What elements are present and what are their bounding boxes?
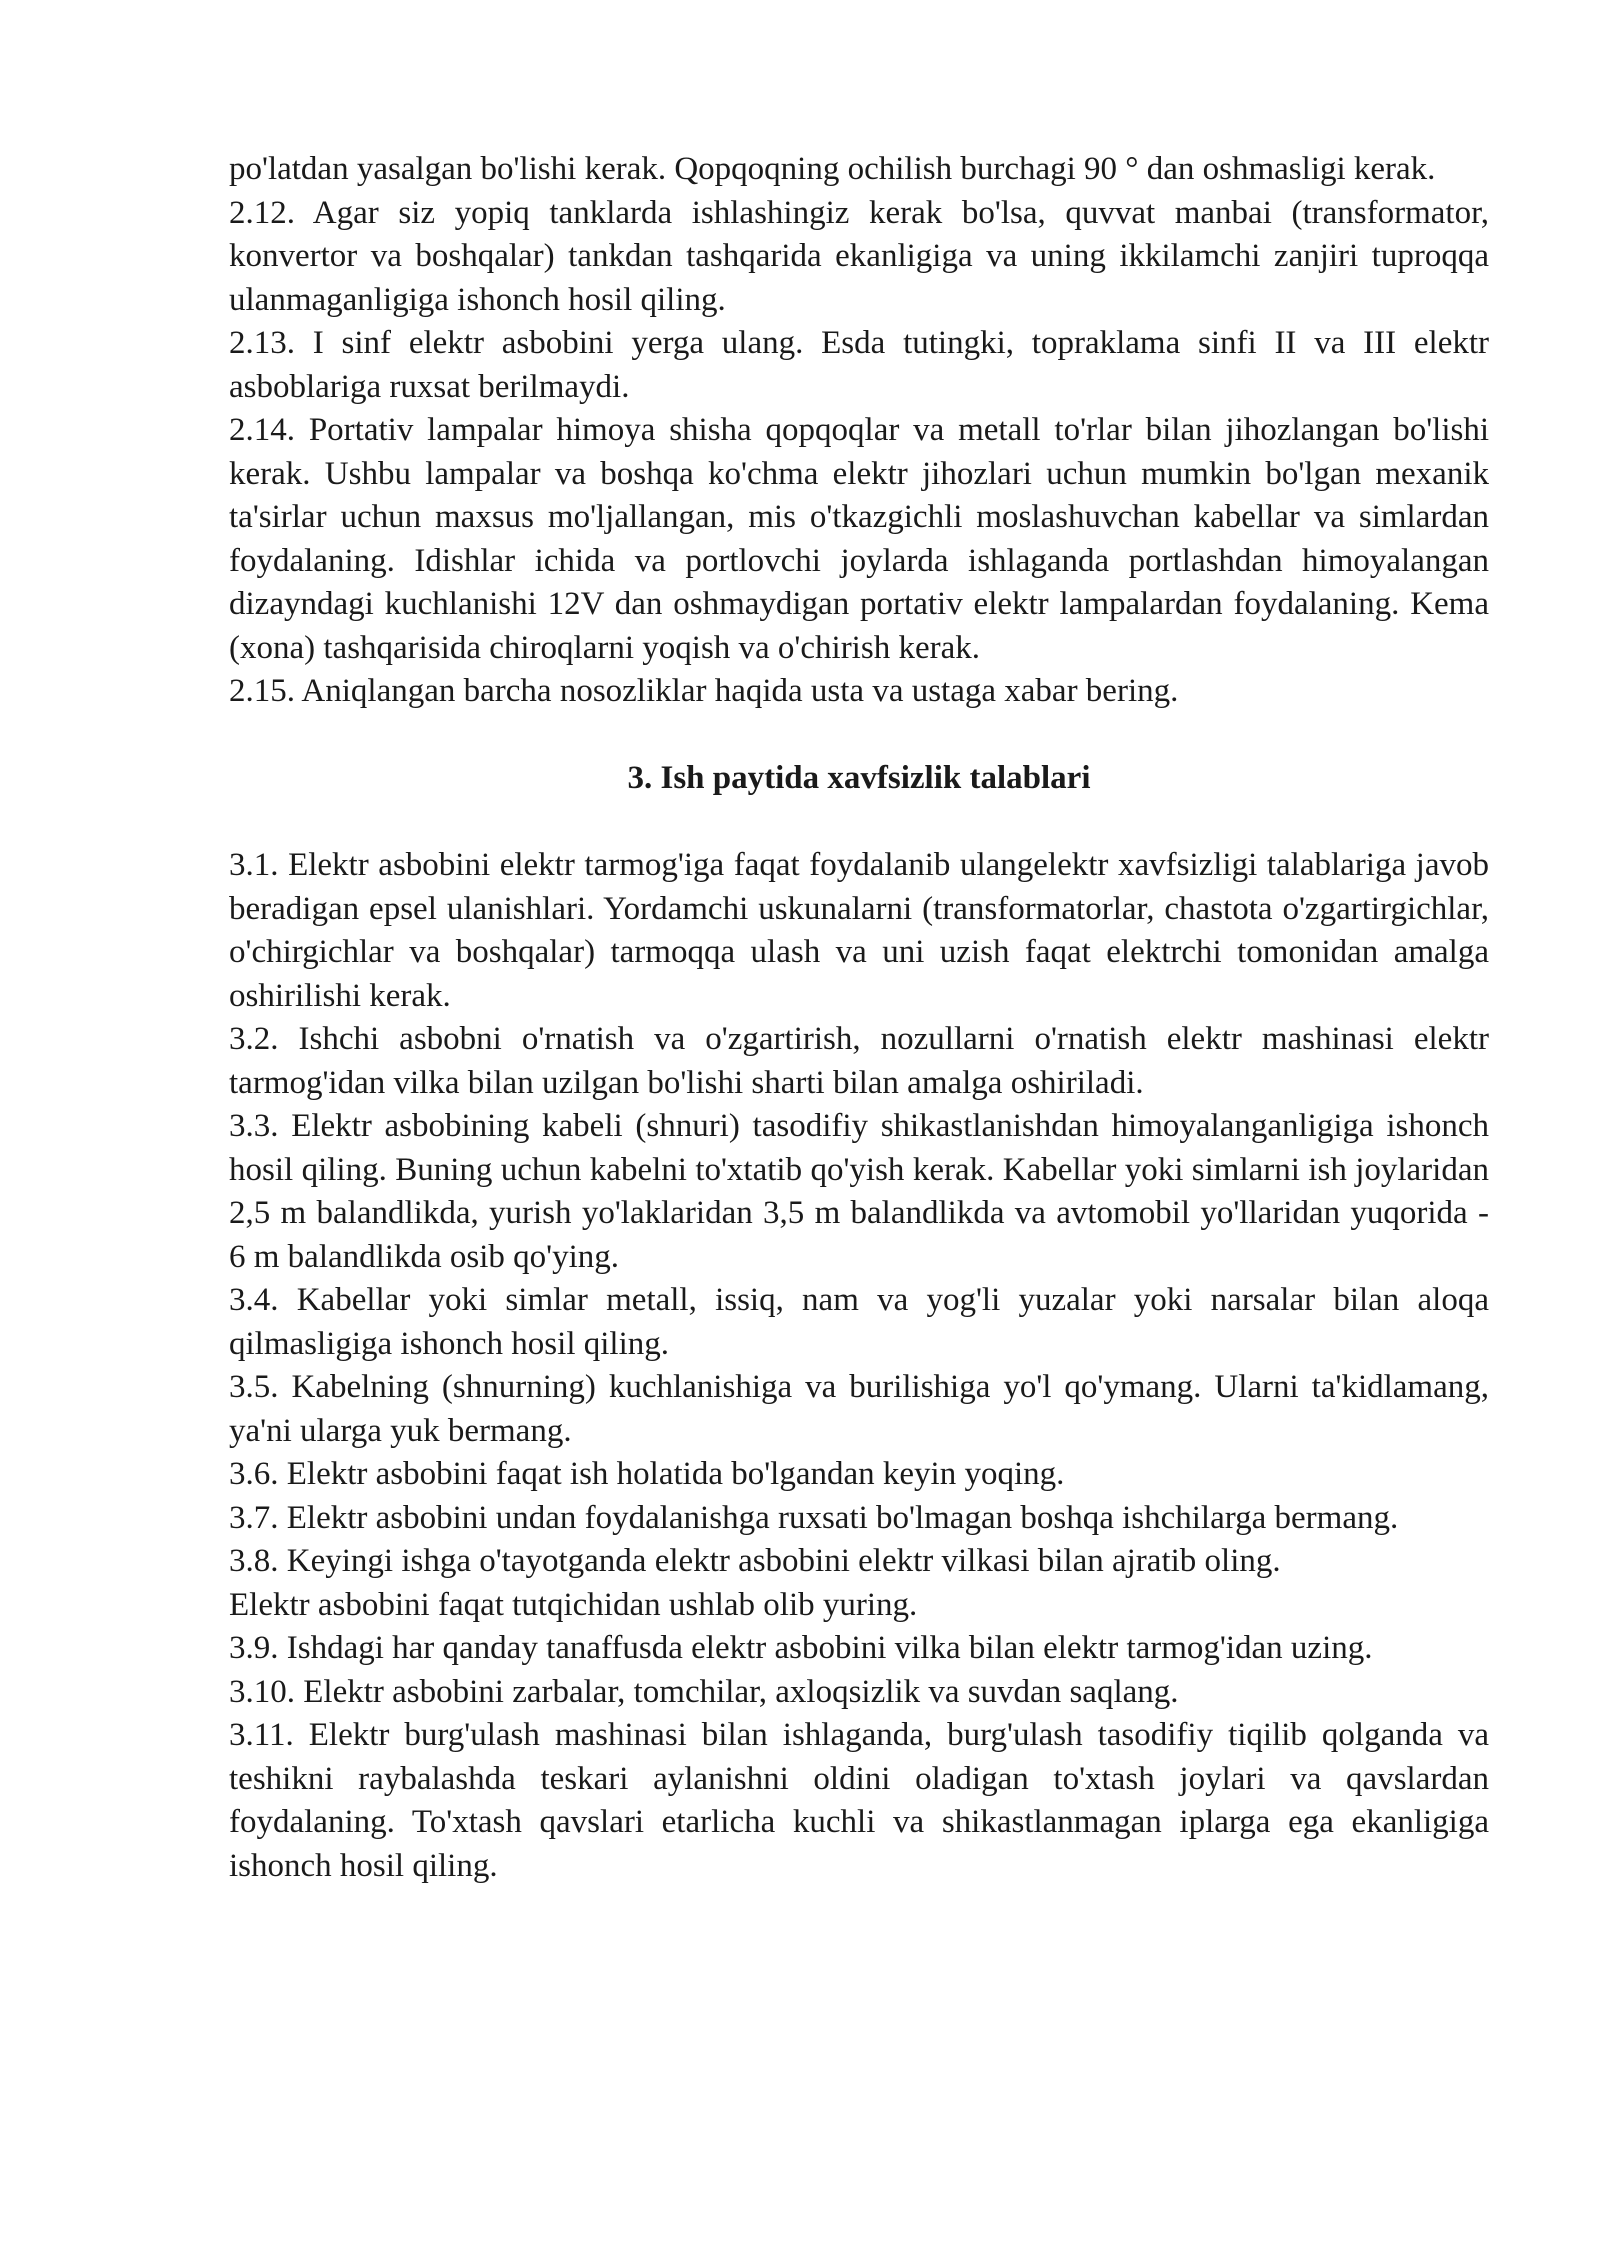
paragraph-3-4: 3.4. Kabellar yoki simlar metall, issiq, nam va yog'li yuzalar yoki narsalar bilan aloqa qilmasligiga ishonch hosil qiling.	[229, 1282, 1489, 1362]
paragraph-3-11: 3.11. Elektr burg'ulash mashinasi bilan ishlaganda, burg'ulash tasodifiy tiqilib qolganda va teshikni raybalashda teskari aylanishni oldini oladigan to'xtash joylari va qavslardan foydalaning. To'xtash qavslari etarlicha kuchli va shikastlanmagan iplarga ega ekanligiga ishonch hosil qiling.	[229, 1717, 1489, 1884]
section-3-heading: 3. Ish paytida xavfsizlik talablari	[627, 760, 1091, 796]
paragraph-3-3: 3.3. Elektr asbobining kabeli (shnuri) tasodifiy shikastlanishdan himoyalanganligiga ishonch hosil qiling. Buning uchun kabelni to'xtatib qo'yish kerak. Kabellar yoki simlarni ish joylaridan 2,5 m balandlikda, yurish yo'laklaridan 3,5 m balandlikda va avtomobil yo'llaridan yuqorida - 6 m balandlikda osib qo'ying.	[229, 1108, 1489, 1275]
paragraph-3-2: 3.2. Ishchi asbobni o'rnatish va o'zgartirish, nozullarni o'rnatish elektr mashinasi elektr tarmog'idan vilka bilan uzilgan bo'lishi sharti bilan amalga oshiriladi.	[229, 1021, 1489, 1101]
paragraph-3-1: 3.1. Elektr asbobini elektr tarmog'iga faqat foydalanib ulangelektr xavfsizligi talablariga javob beradigan epsel ulanishlari. Yordamchi uskunalarni (transformatorlar, chastota o'zgartirgichlar, o'chirgichlar va boshqalar) tarmoqqa ulash va uni uzish faqat elektrchi tomonidan amalga oshirilishi kerak.	[229, 847, 1489, 1014]
paragraph-2-15: 2.15. Aniqlangan barcha nosozliklar haqida usta va ustaga xabar bering.	[229, 673, 1179, 709]
paragraph-2-11-tail: po'latdan yasalgan bo'lishi kerak. Qopqoqning ochilish burchagi 90 ° dan oshmasligi kerak.	[229, 151, 1436, 187]
paragraph-3-7: 3.7. Elektr asbobini undan foydalanishga ruxsati bo'lmagan boshqa ishchilarga bermang.	[229, 1499, 1399, 1536]
paragraph-3-10: 3.10. Elektr asbobini zarbalar, tomchilar, axloqsizlik va suvdan saqlang.	[229, 1673, 1179, 1710]
paragraph-2-12: 2.12. Agar siz yopiq tanklarda ishlashingiz kerak bo'lsa, quvvat manbai (transformator, konvertor va boshqalar) tankdan tashqarida ekanligiga va uning ikkilamchi zanjiri tuproqqa ulanmaganligiga ishonch hosil qiling.	[229, 194, 1489, 318]
paragraph-3-9: 3.9. Ishdagi har qanday tanaffusda elektr asbobini vilka bilan elektr tarmog'idan uzing.	[229, 1630, 1373, 1666]
paragraph-3-5: 3.5. Kabelning (shnurning) kuchlanishiga va burilishiga yo'l qo'ymang. Ularni ta'kidlamang, ya'ni ularga yuk bermang.	[229, 1369, 1489, 1449]
paragraph-3-8: 3.8. Keyingi ishga o'tayotganda elektr asbobini elektr vilkasi bilan ajratib oling.	[229, 1543, 1281, 1579]
document-page	[229, 148, 1489, 1888]
paragraph-3-6: 3.6. Elektr asbobini faqat ish holatida bo'lgandan keyin yoqing.	[229, 1456, 1065, 1492]
paragraph-3-8-continuation: Elektr asbobini faqat tutqichidan ushlab olib yuring.	[229, 1586, 918, 1623]
paragraph-2-14: 2.14. Portativ lampalar himoya shisha qopqoqlar va metall to'rlar bilan jihozlangan bo'lishi kerak. Ushbu lampalar va boshqa ko'chma elektr jihozlari uchun mumkin bo'lgan mexanik ta'sirlar uchun maxsus mo'ljallangan, mis o'tkazgichli moslashuvchan kabellar va simlardan foydalaning. Idishlar ichida va portlovchi joylarda ishlaganda portlashdan himoyalangan dizayndagi kuchlanishi 12V dan oshmaydigan portativ elektr lampalardan foydalaning. Kema (xona) tashqarisida chiroqlarni yoqish va o'chirish kerak.	[229, 412, 1489, 666]
paragraph-2-13: 2.13. I sinf elektr asbobini yerga ulang. Esda tutingki, topraklama sinfi II va III elektr asboblariga ruxsat berilmaydi.	[229, 325, 1489, 405]
